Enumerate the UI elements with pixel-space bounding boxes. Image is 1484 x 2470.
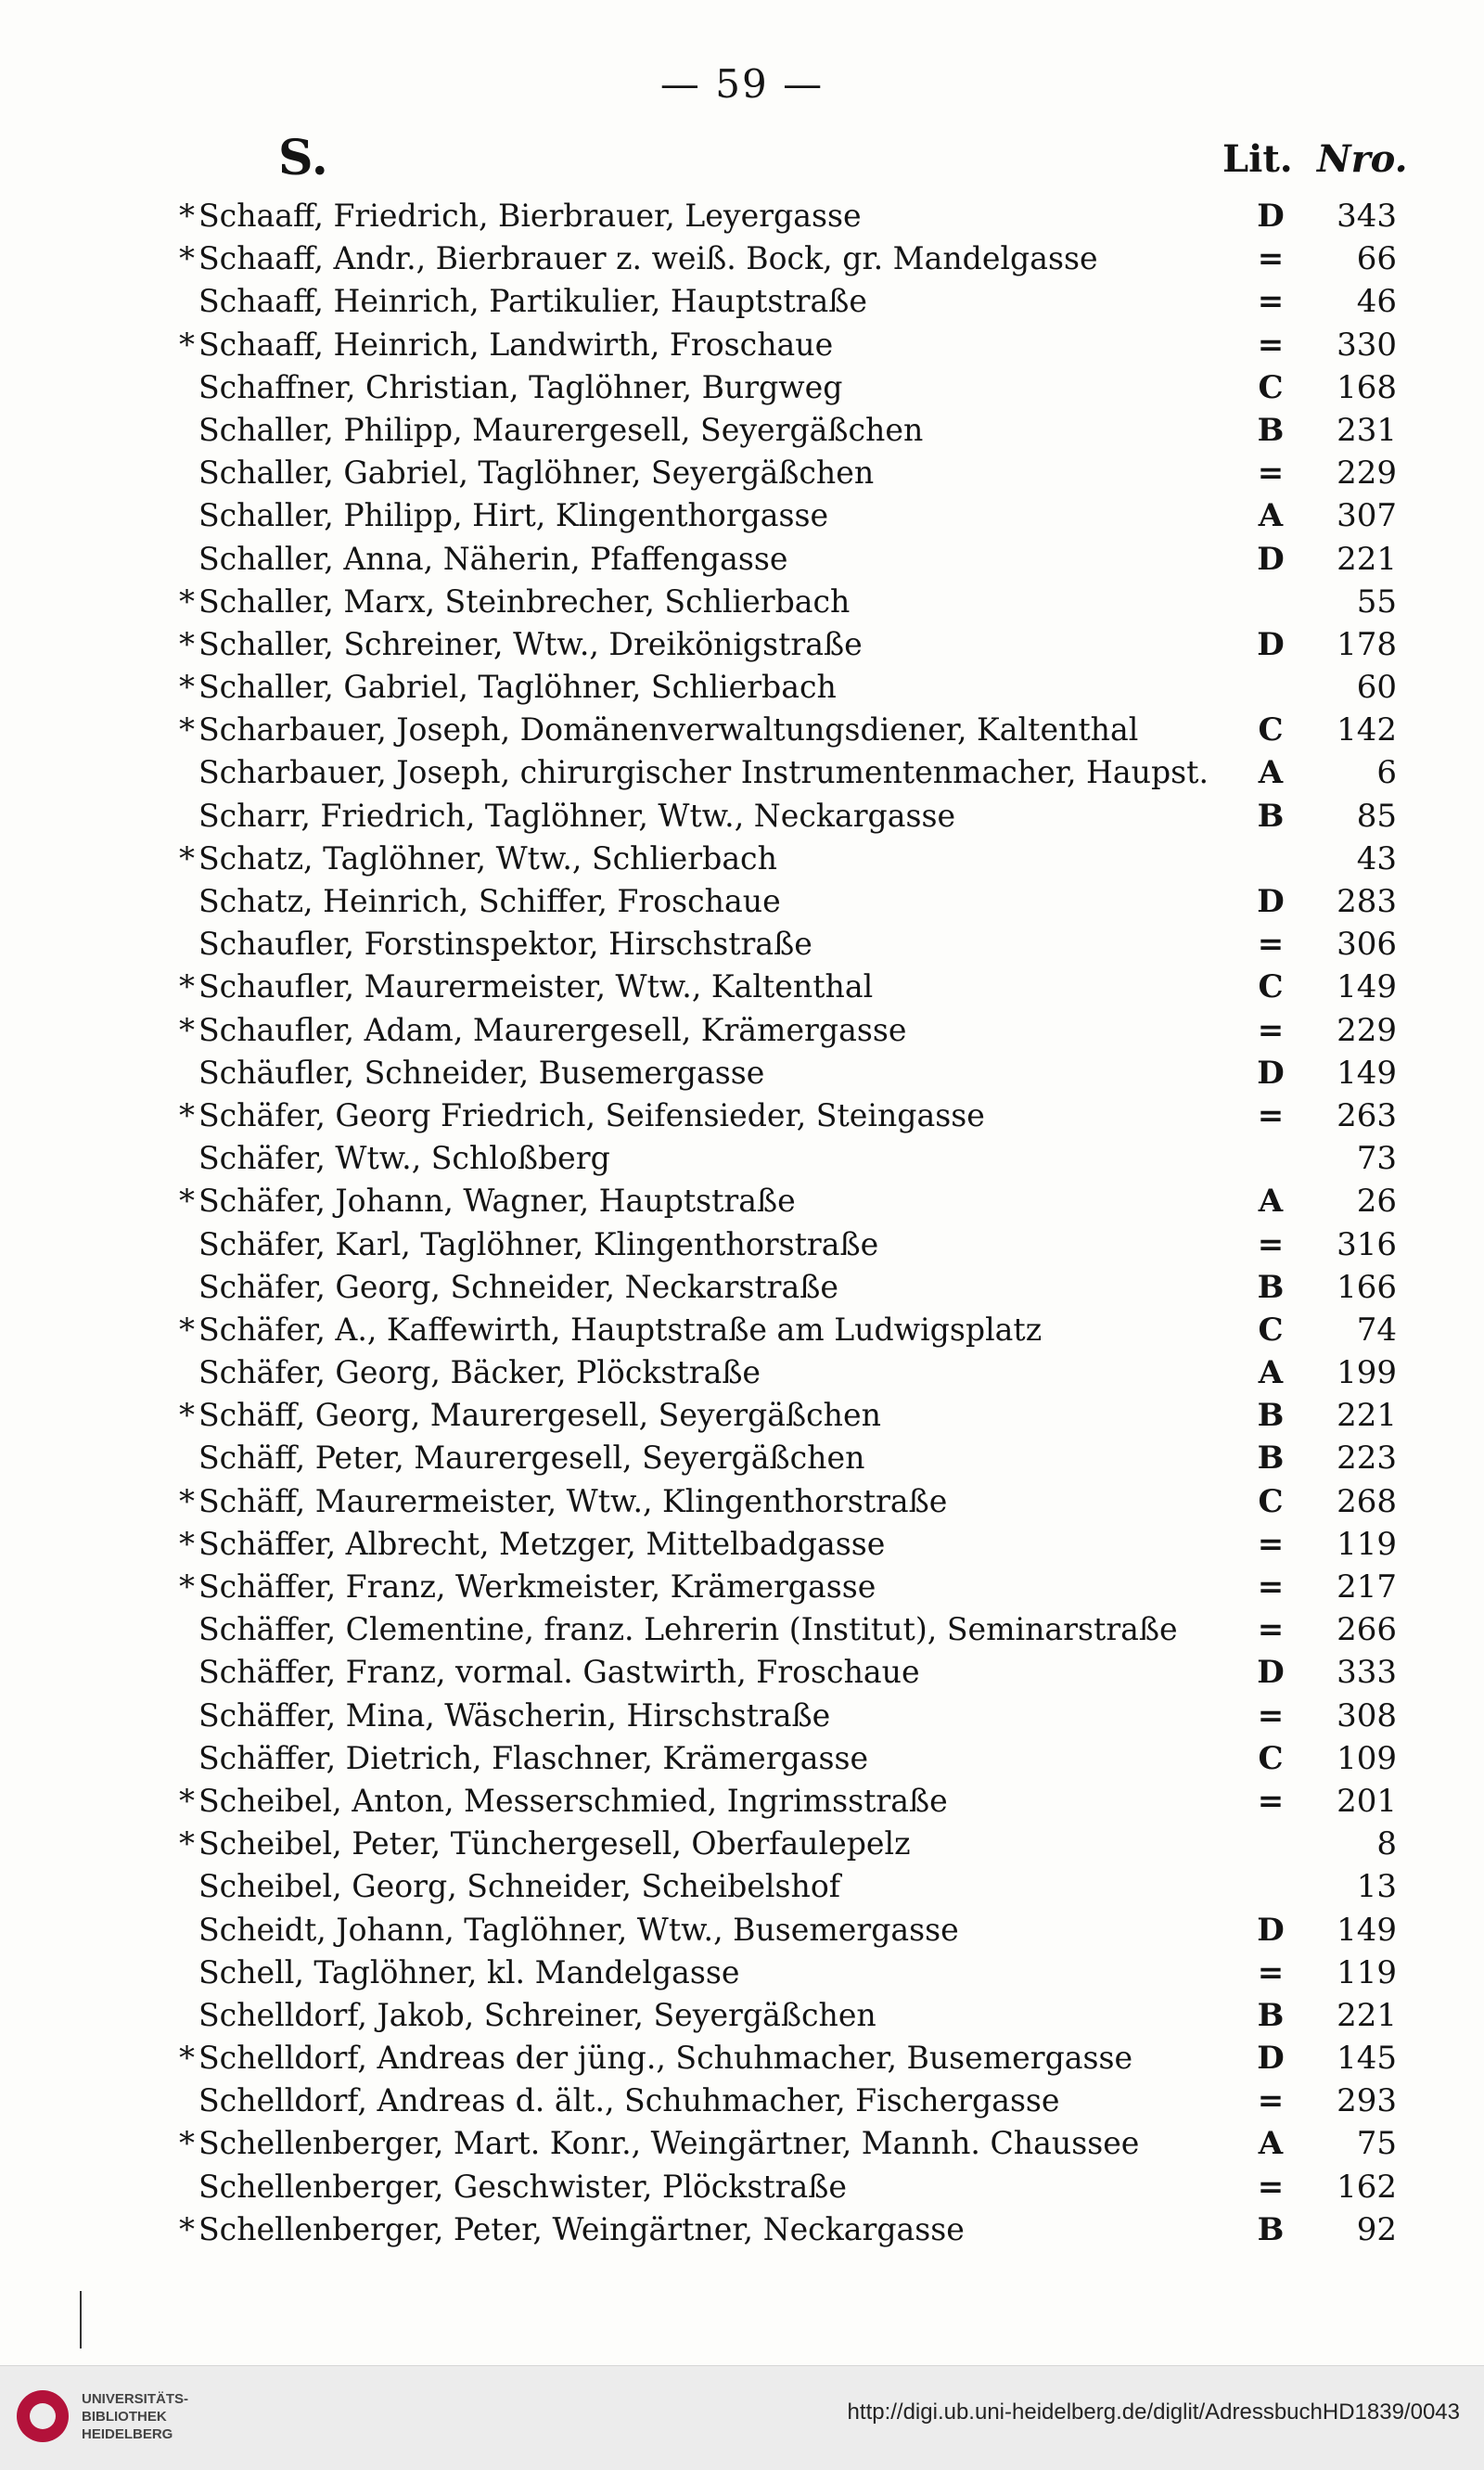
entry-number: 43 [1356, 839, 1397, 877]
entry-star-marker: * [179, 582, 195, 621]
entry-lit: D [1257, 1054, 1285, 1092]
entry-row [167, 1094, 1401, 1137]
entry-row [167, 623, 1401, 666]
entry-number: 74 [1356, 1311, 1397, 1349]
entry-row [167, 1180, 1401, 1222]
entry-text: Schellenberger, Mart. Konr., Weingärtner, Mannh. Chaussee [198, 2125, 1140, 2163]
entry-row [167, 1994, 1401, 2037]
entry-lit: = [1257, 2168, 1285, 2206]
entry-row [167, 1523, 1401, 1566]
entry-lit: = [1257, 1525, 1285, 1563]
entry-star-marker: * [179, 1096, 195, 1134]
entry-text: Schaaff, Friedrich, Bierbrauer, Leyergasse [198, 198, 862, 235]
entry-number: 199 [1337, 1354, 1397, 1392]
entry-text: Schaller, Anna, Näherin, Pfaffengasse [198, 540, 788, 578]
entry-lit: = [1257, 240, 1285, 278]
entry-lit: A [1258, 2125, 1284, 2163]
entry-row [167, 838, 1401, 880]
entry-text: Schäffer, Clementine, franz. Lehrerin (Institut), Seminarstraße [198, 1611, 1178, 1649]
entry-number: 217 [1337, 1568, 1397, 1606]
entry-number: 60 [1356, 669, 1397, 707]
entry-text: Schäufler, Schneider, Busemergasse [198, 1054, 765, 1092]
entry-row [167, 1780, 1401, 1823]
entry-star-marker: * [179, 1825, 195, 1863]
entry-row [167, 1865, 1401, 1908]
entry-text: Schäffer, Dietrich, Flaschner, Krämergasse [198, 1739, 869, 1777]
entry-number: 149 [1337, 1911, 1397, 1949]
entry-lit: = [1257, 1611, 1285, 1649]
entry-number: 223 [1337, 1440, 1397, 1478]
entry-row [167, 1737, 1401, 1780]
entry-row [167, 494, 1401, 537]
entry-star-marker: * [179, 2125, 195, 2163]
footer-bar [0, 2365, 1484, 2470]
entry-row [167, 751, 1401, 794]
entry-number: 149 [1337, 1054, 1397, 1092]
entry-text: Schaller, Marx, Steinbrecher, Schlierbach [198, 582, 851, 621]
entry-row [167, 2166, 1401, 2208]
entry-number: 178 [1337, 625, 1397, 663]
entry-number: 343 [1337, 198, 1397, 235]
entry-text: Schäfer, Georg, Schneider, Neckarstraße [198, 1268, 838, 1306]
entry-number: 92 [1356, 2210, 1397, 2248]
entry-text: Schaller, Philipp, Hirt, Klingenthorgasse [198, 497, 829, 535]
entry-text: Schäfer, Georg Friedrich, Seifensieder, Steingasse [198, 1096, 985, 1134]
entry-lit: = [1257, 283, 1285, 321]
entry-number: 168 [1337, 368, 1397, 406]
entry-text: Schäfer, Wtw., Schloßberg [198, 1140, 610, 1178]
entry-lit: D [1257, 1654, 1285, 1692]
entry-text: Scharbauer, Joseph, Domänenverwaltungsdiener, Kaltenthal [198, 711, 1139, 749]
entry-lit: = [1257, 1782, 1285, 1820]
entry-row [167, 237, 1401, 280]
entry-star-marker: * [179, 1011, 195, 1049]
entry-row [167, 966, 1401, 1008]
entry-lit: = [1257, 1011, 1285, 1049]
entry-text: Scheidt, Johann, Taglöhner, Wtw., Busemergasse [198, 1911, 959, 1949]
entry-star-marker: * [179, 839, 195, 877]
entry-lit: C [1258, 968, 1284, 1006]
entry-lit: = [1257, 454, 1285, 493]
entry-row [167, 1351, 1401, 1394]
entry-lit: B [1257, 411, 1285, 449]
entry-row [167, 709, 1401, 751]
entry-row [167, 366, 1401, 409]
entry-lit: B [1257, 1996, 1285, 2034]
entry-text: Schatz, Taglöhner, Wtw., Schlierbach [198, 839, 777, 877]
entry-number: 283 [1337, 883, 1397, 920]
entry-lit: A [1258, 497, 1284, 535]
entry-text: Schaaff, Andr., Bierbrauer z. weiß. Bock, gr. Mandelgasse [198, 240, 1098, 278]
entry-text: Schäffer, Franz, Werkmeister, Krämergasse [198, 1568, 876, 1606]
entry-row [167, 1480, 1401, 1523]
column-header-lit: Lit. [1222, 137, 1293, 181]
entry-number: 26 [1356, 1183, 1397, 1221]
entry-lit: C [1258, 711, 1284, 749]
library-name-line: BIBLIOTHEK [82, 2409, 167, 2425]
entry-lit: D [1257, 198, 1285, 235]
entry-row [167, 1266, 1401, 1309]
entry-text: Schellenberger, Peter, Weingärtner, Neckargasse [198, 2210, 965, 2248]
entry-number: 229 [1337, 1011, 1397, 1049]
entry-row [167, 795, 1401, 838]
entry-lit: = [1257, 926, 1285, 964]
entry-row [167, 1695, 1401, 1737]
entry-star-marker: * [179, 240, 195, 278]
entry-number: 231 [1337, 411, 1397, 449]
entry-lit: C [1258, 1739, 1284, 1777]
entry-star-marker: * [179, 1311, 195, 1349]
entry-text: Schäfer, Karl, Taglöhner, Klingenthorstraße [198, 1225, 879, 1263]
entry-number: 221 [1337, 1397, 1397, 1435]
entry-row [167, 880, 1401, 923]
entry-number: 268 [1337, 1482, 1397, 1520]
entry-star-marker: * [179, 198, 195, 235]
entry-row [167, 280, 1401, 323]
entry-number: 316 [1337, 1225, 1397, 1263]
entry-lit: B [1257, 2210, 1285, 2248]
entry-number: 149 [1337, 968, 1397, 1006]
entry-number: 8 [1376, 1825, 1397, 1863]
entry-text: Scharbauer, Joseph, chirurgischer Instrumentenmacher, Haupst. [198, 754, 1209, 792]
entry-row [167, 324, 1401, 366]
entry-lit: = [1257, 1096, 1285, 1134]
entry-number: 55 [1356, 582, 1397, 621]
library-name-line: HEIDELBERG [82, 2426, 173, 2442]
entry-row [167, 538, 1401, 581]
entry-row [167, 1052, 1401, 1094]
entry-lit: C [1258, 1311, 1284, 1349]
page-number: — 59 — [659, 61, 825, 107]
entry-number: 119 [1337, 1525, 1397, 1563]
entry-row [167, 2208, 1401, 2251]
entry-lit: = [1257, 1696, 1285, 1734]
entry-number: 166 [1337, 1268, 1397, 1306]
section-letter: S. [278, 130, 328, 186]
entry-number: 308 [1337, 1696, 1397, 1734]
entry-text: Schaffner, Christian, Taglöhner, Burgweg [198, 368, 843, 406]
entry-text: Scheibel, Georg, Schneider, Scheibelshof [198, 1868, 841, 1906]
entry-lit: D [1257, 1911, 1285, 1949]
entry-lit: C [1258, 1482, 1284, 1520]
entry-row [167, 1437, 1401, 1479]
entry-text: Schäffer, Franz, vormal. Gastwirth, Froschaue [198, 1654, 920, 1692]
entry-lit: = [1257, 1225, 1285, 1263]
entry-lit: A [1258, 1354, 1284, 1392]
entry-number: 330 [1337, 326, 1397, 364]
entry-star-marker: * [179, 1568, 195, 1606]
entry-number: 142 [1337, 711, 1397, 749]
entry-star-marker: * [179, 711, 195, 749]
entry-lit: C [1258, 368, 1284, 406]
entry-row [167, 2122, 1401, 2165]
entry-number: 293 [1337, 2082, 1397, 2120]
entry-star-marker: * [179, 1397, 195, 1435]
entry-text: Schaaff, Heinrich, Landwirth, Froschaue [198, 326, 834, 364]
entry-number: 306 [1337, 926, 1397, 964]
entry-text: Schäfer, Johann, Wagner, Hauptstraße [198, 1183, 796, 1221]
entry-row [167, 1566, 1401, 1608]
entry-lit: = [1257, 2082, 1285, 2120]
entry-lit: = [1257, 1568, 1285, 1606]
entry-text: Schell, Taglöhner, kl. Mandelgasse [198, 1953, 740, 1991]
entry-lit: D [1257, 625, 1285, 663]
entry-star-marker: * [179, 968, 195, 1006]
entry-text: Schelldorf, Jakob, Schreiner, Seyergäßchen [198, 1996, 876, 2034]
entry-text: Schaufler, Adam, Maurergesell, Krämergasse [198, 1011, 907, 1049]
entry-lit: D [1257, 883, 1285, 920]
entry-number: 46 [1356, 283, 1397, 321]
entry-row [167, 1608, 1401, 1651]
entry-row [167, 1909, 1401, 1952]
entry-number: 221 [1337, 540, 1397, 578]
entry-text: Schellenberger, Geschwister, Plöckstraße [198, 2168, 847, 2206]
entry-lit: D [1257, 2040, 1285, 2078]
entry-lit: = [1257, 326, 1285, 364]
entry-text: Schatz, Heinrich, Schiffer, Froschaue [198, 883, 781, 920]
entry-star-marker: * [179, 2040, 195, 2078]
entry-row [167, 666, 1401, 709]
entry-row [167, 581, 1401, 623]
entry-text: Schaller, Gabriel, Taglöhner, Seyergäßchen [198, 454, 875, 493]
entry-number: 73 [1356, 1140, 1397, 1178]
entry-star-marker: * [179, 669, 195, 707]
entry-star-marker: * [179, 326, 195, 364]
entry-lit: B [1257, 1440, 1285, 1478]
entry-lit: A [1258, 754, 1284, 792]
entry-number: 263 [1337, 1096, 1397, 1134]
entry-number: 145 [1337, 2040, 1397, 2078]
entry-row [167, 409, 1401, 452]
source-url[interactable]: http://digi.ub.uni-heidelberg.de/diglit/AdressbuchHD1839/0043 [847, 2400, 1460, 2425]
entry-text: Schäffer, Mina, Wäscherin, Hirschstraße [198, 1696, 831, 1734]
entry-text: Schaaff, Heinrich, Partikulier, Hauptstraße [198, 283, 867, 321]
entry-text: Schäff, Maurermeister, Wtw., Klingenthorstraße [198, 1482, 948, 1520]
entry-text: Schaufler, Maurermeister, Wtw., Kaltenthal [198, 968, 874, 1006]
entry-text: Schaufler, Forstinspektor, Hirschstraße [198, 926, 812, 964]
entry-row [167, 1952, 1401, 1994]
entry-number: 201 [1337, 1782, 1397, 1820]
entry-star-marker: * [179, 625, 195, 663]
entry-number: 13 [1356, 1868, 1397, 1906]
entry-row [167, 1009, 1401, 1052]
entry-text: Scheibel, Peter, Tünchergesell, Oberfaulepelz [198, 1825, 911, 1863]
entry-lit: A [1258, 1183, 1284, 1221]
entry-lit: B [1257, 1268, 1285, 1306]
column-header-nro: Nro. [1317, 137, 1408, 181]
entry-text: Schäfer, A., Kaffewirth, Hauptstraße am Ludwigsplatz [198, 1311, 1043, 1349]
entry-row [167, 2080, 1401, 2122]
entry-number: 307 [1337, 497, 1397, 535]
entry-row [167, 1309, 1401, 1351]
entry-number: 66 [1356, 240, 1397, 278]
entry-number: 85 [1356, 797, 1397, 835]
entry-number: 75 [1356, 2125, 1397, 2163]
entry-row [167, 452, 1401, 494]
entry-number: 6 [1376, 754, 1397, 792]
entry-text: Schelldorf, Andreas d. ält., Schuhmacher, Fischergasse [198, 2082, 1060, 2120]
entry-row [167, 923, 1401, 966]
entry-text: Schaller, Gabriel, Taglöhner, Schlierbach [198, 669, 837, 707]
entry-text: Schäffer, Albrecht, Metzger, Mittelbadgasse [198, 1525, 886, 1563]
entry-row [167, 195, 1401, 237]
entry-text: Schaller, Philipp, Maurergesell, Seyergäßchen [198, 411, 924, 449]
entry-row [167, 1651, 1401, 1694]
entry-number: 333 [1337, 1654, 1397, 1692]
entry-row [167, 1823, 1401, 1865]
entry-lit: D [1257, 540, 1285, 578]
entry-number: 266 [1337, 1611, 1397, 1649]
entry-number: 229 [1337, 454, 1397, 493]
entry-text: Scheibel, Anton, Messerschmied, Ingrimsstraße [198, 1782, 948, 1820]
entry-row [167, 1394, 1401, 1437]
entry-text: Schäff, Peter, Maurergesell, Seyergäßchen [198, 1440, 865, 1478]
entry-number: 162 [1337, 2168, 1397, 2206]
library-name-line: UNIVERSITÄTS- [82, 2391, 189, 2407]
entry-star-marker: * [179, 1183, 195, 1221]
entry-star-marker: * [179, 2210, 195, 2248]
directory-entries [167, 195, 1401, 2251]
library-name [82, 2390, 188, 2443]
entry-lit: B [1257, 797, 1285, 835]
entry-star-marker: * [179, 1525, 195, 1563]
entry-lit: = [1257, 1953, 1285, 1991]
entry-number: 119 [1337, 1953, 1397, 1991]
entry-row [167, 1223, 1401, 1266]
margin-mark [80, 2291, 82, 2348]
entry-text: Schaller, Schreiner, Wtw., Dreikönigstraße [198, 625, 863, 663]
entry-text: Schäfer, Georg, Bäcker, Plöckstraße [198, 1354, 761, 1392]
entry-text: Schelldorf, Andreas der jüng., Schuhmacher, Busemergasse [198, 2040, 1133, 2078]
library-logo-icon [17, 2390, 69, 2442]
entry-number: 109 [1337, 1739, 1397, 1777]
entry-number: 221 [1337, 1996, 1397, 2034]
entry-row [167, 2037, 1401, 2080]
entry-star-marker: * [179, 1482, 195, 1520]
entry-star-marker: * [179, 1782, 195, 1820]
entry-lit: B [1257, 1397, 1285, 1435]
entry-text: Scharr, Friedrich, Taglöhner, Wtw., Neckargasse [198, 797, 956, 835]
entry-text: Schäff, Georg, Maurergesell, Seyergäßchen [198, 1397, 881, 1435]
entry-row [167, 1137, 1401, 1180]
